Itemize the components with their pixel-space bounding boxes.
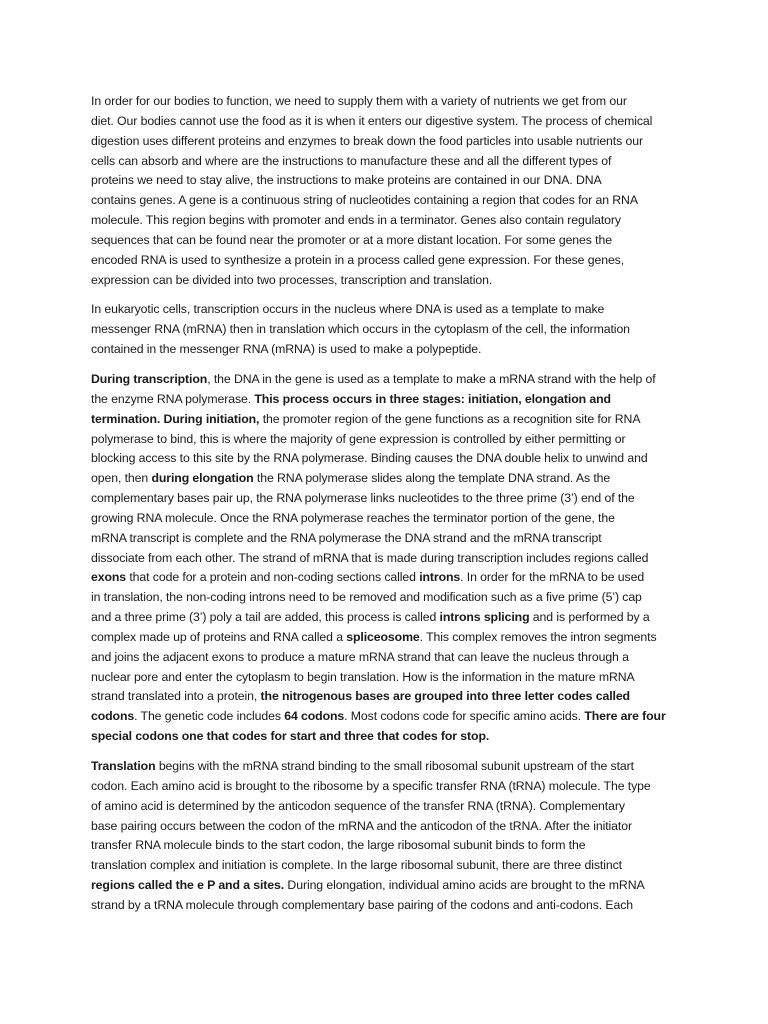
text-run: mRNA transcript is complete and the RNA polymerase the DNA strand and the mRNA transcript	[91, 530, 602, 545]
bold-text: codons	[91, 709, 135, 724]
text-run: sequences that can be found near the promoter or at a more distant location. For some genes the	[91, 232, 612, 247]
text-line	[91, 489, 683, 509]
text-line	[91, 757, 683, 777]
text-run: . Most codons code for specific amino acids.	[344, 709, 585, 724]
text-run: and a three prime (3’) poly a tail are added, this process is called	[91, 610, 440, 625]
text-line	[91, 191, 683, 211]
text-run: that code for a protein and non-coding sections called	[126, 570, 420, 585]
text-run: In order for our bodies to function, we need to supply them with a variety of nutrients we get from our	[91, 94, 627, 108]
text-run: nuclear pore and enter the cytoplasm to begin translation. How is the information in the mature mRNA	[91, 669, 635, 684]
bold-text: introns splicing	[439, 610, 530, 625]
text-line	[91, 469, 683, 489]
text-run: polymerase to bind, this is where the majority of gene expression is controlled by either permitting or	[91, 431, 626, 446]
text-run: open, then	[91, 471, 152, 486]
text-line	[91, 430, 683, 450]
text-line	[91, 92, 683, 112]
bold-text: introns	[419, 570, 461, 585]
bold-text: Translation	[91, 759, 156, 773]
text-run: messenger RNA (mRNA) then in translation which occurs in the cytoplasm of the cell, the information	[91, 322, 630, 337]
bold-text: regions called the e P and a sites.	[91, 878, 285, 893]
paragraph	[91, 370, 683, 747]
text-line	[91, 777, 683, 797]
bold-text: There are four	[584, 709, 666, 724]
text-run: begins with the mRNA strand binding to the small ribosomal subunit upstream of the start	[155, 759, 634, 773]
bold-text: termination. During initiation,	[91, 411, 260, 426]
text-line	[91, 340, 683, 360]
text-line	[91, 727, 683, 747]
text-run: During elongation, individual amino acids are brought to the mRNA	[284, 878, 645, 893]
text-run: proteins we need to stay alive, the instructions to make proteins are contained in our DNA. DNA	[91, 173, 602, 188]
text-line	[91, 648, 683, 668]
document-body	[91, 92, 683, 926]
text-line	[91, 797, 683, 817]
text-line	[91, 300, 683, 320]
text-run: translation complex and initiation is complete. In the large ribosomal subunit, there are three distinct	[91, 858, 622, 873]
text-line	[91, 628, 683, 648]
bold-text: 64 codons	[284, 709, 345, 724]
text-line	[91, 171, 683, 191]
bold-text: special codons one that codes for start and three that codes for stop.	[91, 729, 490, 744]
text-line	[91, 817, 683, 837]
text-line	[91, 668, 683, 688]
text-line	[91, 449, 683, 469]
bold-text: during elongation	[151, 471, 254, 486]
text-line	[91, 410, 683, 430]
text-line	[91, 588, 683, 608]
bold-text: spliceosome	[346, 629, 420, 644]
text-run: . This complex removes the intron segments	[419, 629, 657, 644]
text-run: expression can be divided into two processes, transcription and translation.	[91, 272, 493, 287]
bold-text: exons	[91, 570, 127, 585]
text-line	[91, 231, 683, 251]
text-run: of amino acid is determined by the anticodon sequence of the transfer RNA (tRNA). Complementary	[91, 798, 625, 813]
text-run: base pairing occurs between the codon of the mRNA and the anticodon of the tRNA. After the initiator	[91, 818, 632, 833]
text-line	[91, 152, 683, 172]
text-run: complementary bases pair up, the RNA polymerase links nucleotides to the three prime (3’) end of the	[91, 491, 635, 506]
text-line	[91, 836, 683, 856]
text-run: complex made up of proteins and RNA called a	[91, 629, 347, 644]
text-line	[91, 896, 683, 916]
text-line	[91, 529, 683, 549]
text-run: , the DNA in the gene is used as a template to make a mRNA strand with the help of	[207, 371, 656, 386]
text-run: . In order for the mRNA to be used	[460, 570, 645, 585]
text-line	[91, 112, 683, 132]
paragraph	[91, 92, 683, 290]
text-run: In eukaryotic cells, transcription occurs in the nucleus where DNA is used as a template to make	[91, 302, 605, 317]
text-run: growing RNA molecule. Once the RNA polymerase reaches the terminator portion of the gene, the	[91, 510, 615, 525]
text-run: strand by a tRNA molecule through complementary base pairing of the codons and anti-codons. Each	[91, 897, 634, 912]
text-run: the RNA polymerase slides along the template DNA strand. As the	[253, 471, 611, 486]
text-line	[91, 549, 683, 569]
text-run: contains genes. A gene is a continuous string of nucleotides containing a region that codes for an RNA	[91, 193, 638, 208]
text-run: . The genetic code includes	[134, 709, 285, 724]
text-run: contained in the messenger RNA (mRNA) is used to make a polypeptide.	[91, 342, 482, 357]
text-run: transfer RNA molecule binds to the start codon, the large ribosomal subunit binds to form the	[91, 838, 586, 853]
text-line	[91, 856, 683, 876]
bold-text: This process occurs in three stages: initiation, elongation and	[254, 391, 611, 406]
text-line	[91, 390, 683, 410]
paragraph	[91, 300, 683, 360]
text-line	[91, 568, 683, 588]
paragraph	[91, 757, 683, 916]
text-run: blocking access to this site by the RNA polymerase. Binding causes the DNA double helix to unwind and	[91, 451, 648, 466]
text-run: digestion uses different proteins and enzymes to break down the food particles into usable nutrients our	[91, 133, 643, 148]
bold-text: During transcription	[91, 371, 208, 386]
text-run: and joins the adjacent exons to produce a mature mRNA strand that can leave the nucleus through a	[91, 649, 629, 664]
text-run: encoded RNA is used to synthesize a protein in a process called gene expression. For these genes,	[91, 252, 625, 267]
text-line	[91, 509, 683, 529]
text-line	[91, 370, 683, 390]
text-run: in translation, the non-coding introns need to be removed and modification such as a five prime (5’) cap	[91, 590, 642, 605]
text-run: and is performed by a	[529, 610, 650, 625]
text-line	[91, 320, 683, 340]
text-line	[91, 271, 683, 291]
text-run: the enzyme RNA polymerase.	[91, 391, 255, 406]
text-line	[91, 211, 683, 231]
text-line	[91, 707, 683, 727]
text-line	[91, 251, 683, 271]
text-line	[91, 132, 683, 152]
text-run: diet. Our bodies cannot use the food as it is when it enters our digestive system. The process of chemical	[91, 113, 653, 128]
text-run: molecule. This region begins with promoter and ends in a terminator. Genes also contain regulatory	[91, 213, 621, 228]
text-run: strand translated into a protein,	[91, 689, 261, 704]
text-line	[91, 608, 683, 628]
text-run: cells can absorb and where are the instructions to manufacture these and all the different types of	[91, 153, 612, 168]
text-line	[91, 876, 683, 896]
text-run: dissociate from each other. The strand of mRNA that is made during transcription includes regions called	[91, 550, 649, 565]
text-line	[91, 687, 683, 707]
text-run: the promoter region of the gene functions as a recognition site for RNA	[259, 411, 641, 426]
text-run: codon. Each amino acid is brought to the ribosome by a specific transfer RNA (tRNA) molecule. The type	[91, 778, 651, 793]
bold-text: the nitrogenous bases are grouped into three letter codes called	[260, 689, 630, 704]
